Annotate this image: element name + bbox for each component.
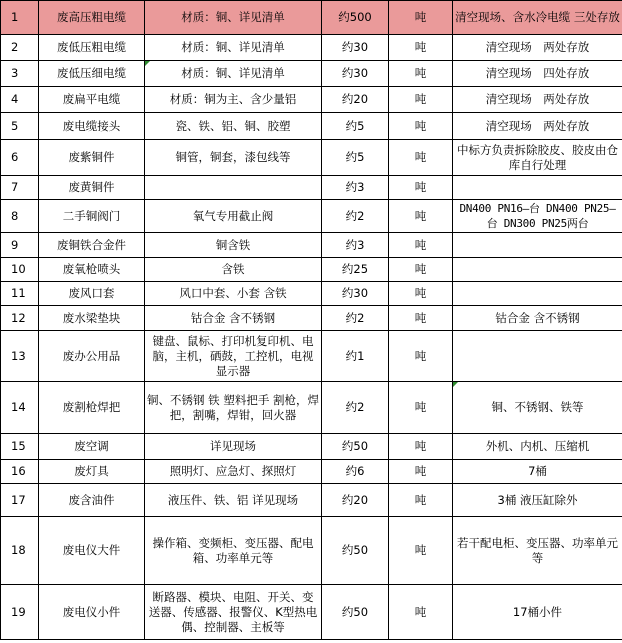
row-number: 6 bbox=[1, 140, 39, 176]
item-name: 废割枪焊把 bbox=[39, 382, 145, 434]
item-material: 钴合金 含不锈钢 bbox=[145, 306, 322, 331]
item-name: 废电缆接头 bbox=[39, 113, 145, 140]
item-unit: 吨 bbox=[389, 382, 453, 434]
item-name: 二手铜阀门 bbox=[39, 200, 145, 233]
item-note: 铜、不锈钢、铁等 bbox=[453, 382, 622, 434]
table-row[interactable] bbox=[1, 87, 622, 113]
item-unit: 吨 bbox=[389, 434, 453, 460]
item-quantity: 约30 bbox=[322, 61, 389, 87]
table-row[interactable] bbox=[1, 585, 622, 640]
row-number: 18 bbox=[1, 517, 39, 585]
row-number: 4 bbox=[1, 87, 39, 113]
row-number: 17 bbox=[1, 484, 39, 517]
item-unit: 吨 bbox=[389, 484, 453, 517]
table-row[interactable] bbox=[1, 306, 622, 331]
item-unit: 吨 bbox=[389, 460, 453, 484]
item-note: 7桶 bbox=[453, 460, 622, 484]
item-note: 中标方负责拆除胶皮、胶皮由仓库自行处理 bbox=[453, 140, 622, 176]
table-row[interactable] bbox=[1, 484, 622, 517]
item-note bbox=[453, 331, 622, 382]
item-unit: 吨 bbox=[389, 113, 453, 140]
row-number: 5 bbox=[1, 113, 39, 140]
item-material: 铜、不锈钢 铁 塑料把手 割枪，焊把，割嘴，焊钳，回火器 bbox=[145, 382, 322, 434]
item-quantity: 约3 bbox=[322, 176, 389, 200]
item-material: 操作箱、变频柜、变压器、配电箱、功率单元等 bbox=[145, 517, 322, 585]
item-material: 照明灯、应急灯、探照灯 bbox=[145, 460, 322, 484]
item-material: 材质：铜、详见清单 bbox=[145, 35, 322, 61]
item-material: 材质：铜、详见清单 bbox=[145, 1, 322, 35]
item-material: 铜管，铜套，漆包线等 bbox=[145, 140, 322, 176]
item-unit: 吨 bbox=[389, 306, 453, 331]
item-unit: 吨 bbox=[389, 35, 453, 61]
item-note bbox=[453, 258, 622, 282]
item-unit: 吨 bbox=[389, 61, 453, 87]
item-name: 废紫铜件 bbox=[39, 140, 145, 176]
item-material: 铜含铁 bbox=[145, 233, 322, 258]
item-material bbox=[145, 176, 322, 200]
item-quantity: 约2 bbox=[322, 382, 389, 434]
item-quantity: 约6 bbox=[322, 460, 389, 484]
item-note: 3桶 液压缸除外 bbox=[453, 484, 622, 517]
item-unit: 吨 bbox=[389, 282, 453, 306]
item-unit: 吨 bbox=[389, 87, 453, 113]
item-note: 钴合金 含不锈钢 bbox=[453, 306, 622, 331]
item-material: 液压件、铁、铝 详见现场 bbox=[145, 484, 322, 517]
item-quantity: 约50 bbox=[322, 585, 389, 640]
item-note bbox=[453, 233, 622, 258]
table-row[interactable] bbox=[1, 382, 622, 434]
item-unit: 吨 bbox=[389, 233, 453, 258]
table-row[interactable] bbox=[1, 434, 622, 460]
item-note: 清空现场 两处存放 bbox=[453, 35, 622, 61]
item-quantity: 约1 bbox=[322, 331, 389, 382]
row-number: 15 bbox=[1, 434, 39, 460]
item-name: 废风口套 bbox=[39, 282, 145, 306]
item-name: 废氧枪喷头 bbox=[39, 258, 145, 282]
row-number: 16 bbox=[1, 460, 39, 484]
item-note bbox=[453, 282, 622, 306]
item-note: 清空现场 四处存放 bbox=[453, 61, 622, 87]
table-row[interactable] bbox=[1, 61, 622, 87]
table-row[interactable] bbox=[1, 113, 622, 140]
item-name: 废高压粗电缆 bbox=[39, 1, 145, 35]
item-quantity: 约25 bbox=[322, 258, 389, 282]
item-material: 键盘、鼠标、打印机复印机、电脑，主机，硒鼓，工控机，电视显示器 bbox=[145, 331, 322, 382]
item-material: 风口中套、小套 含铁 bbox=[145, 282, 322, 306]
item-quantity: 约2 bbox=[322, 306, 389, 331]
item-name: 废低压细电缆 bbox=[39, 61, 145, 87]
item-name: 废铜铁合金件 bbox=[39, 233, 145, 258]
item-unit: 吨 bbox=[389, 585, 453, 640]
row-number: 10 bbox=[1, 258, 39, 282]
item-quantity: 约30 bbox=[322, 282, 389, 306]
table-row[interactable] bbox=[1, 1, 622, 35]
item-material: 断路器、模块、电阻、开关、变送器、传感器、报警仪、K型热电偶、控制器、主板等 bbox=[145, 585, 322, 640]
item-quantity: 约30 bbox=[322, 35, 389, 61]
row-number: 9 bbox=[1, 233, 39, 258]
item-note: 清空现场 两处存放 bbox=[453, 87, 622, 113]
item-material: 含铁 bbox=[145, 258, 322, 282]
table-row[interactable] bbox=[1, 200, 622, 233]
item-name: 废扁平电缆 bbox=[39, 87, 145, 113]
item-name: 废水梁垫块 bbox=[39, 306, 145, 331]
row-number: 1 bbox=[1, 1, 39, 35]
item-unit: 吨 bbox=[389, 517, 453, 585]
table-row[interactable] bbox=[1, 460, 622, 484]
item-note: DN400 PN16—台 DN400 PN25—台 DN300 PN25两台 bbox=[453, 200, 622, 233]
item-material: 瓷、铁、铝、铜、胶塑 bbox=[145, 113, 322, 140]
item-unit: 吨 bbox=[389, 176, 453, 200]
item-name: 废空调 bbox=[39, 434, 145, 460]
item-name: 废低压粗电缆 bbox=[39, 35, 145, 61]
table-row[interactable] bbox=[1, 258, 622, 282]
item-unit: 吨 bbox=[389, 331, 453, 382]
item-name: 废灯具 bbox=[39, 460, 145, 484]
item-unit: 吨 bbox=[389, 200, 453, 233]
item-quantity: 约2 bbox=[322, 200, 389, 233]
table-row[interactable] bbox=[1, 176, 622, 200]
row-number: 7 bbox=[1, 176, 39, 200]
row-number: 3 bbox=[1, 61, 39, 87]
item-material: 氧气专用截止阀 bbox=[145, 200, 322, 233]
item-unit: 吨 bbox=[389, 258, 453, 282]
item-quantity: 约500 bbox=[322, 1, 389, 35]
row-number: 12 bbox=[1, 306, 39, 331]
item-quantity: 约50 bbox=[322, 434, 389, 460]
item-unit: 吨 bbox=[389, 1, 453, 35]
table-row[interactable] bbox=[1, 517, 622, 585]
item-note: 清空现场、含水冷电缆 三处存放 bbox=[453, 1, 622, 35]
item-quantity: 约3 bbox=[322, 233, 389, 258]
item-note: 外机、内机、压缩机 bbox=[453, 434, 622, 460]
item-name: 废办公用品 bbox=[39, 331, 145, 382]
row-number: 19 bbox=[1, 585, 39, 640]
table-row[interactable] bbox=[1, 140, 622, 176]
row-number: 14 bbox=[1, 382, 39, 434]
item-name: 废黄铜件 bbox=[39, 176, 145, 200]
table-row[interactable] bbox=[1, 331, 622, 382]
item-name: 废电仪小件 bbox=[39, 585, 145, 640]
item-material: 材质：铜、详见清单 bbox=[145, 61, 322, 87]
item-name: 废含油件 bbox=[39, 484, 145, 517]
item-note bbox=[453, 176, 622, 200]
item-note: 若干配电柜、变压器、功率单元等 bbox=[453, 517, 622, 585]
item-material: 材质：铜为主、含少量铝 bbox=[145, 87, 322, 113]
row-number: 8 bbox=[1, 200, 39, 233]
table-row[interactable] bbox=[1, 282, 622, 306]
item-unit: 吨 bbox=[389, 140, 453, 176]
item-note: 17桶小件 bbox=[453, 585, 622, 640]
item-quantity: 约20 bbox=[322, 87, 389, 113]
item-note: 清空现场 两处存放 bbox=[453, 113, 622, 140]
item-quantity: 约5 bbox=[322, 140, 389, 176]
table-row[interactable] bbox=[1, 35, 622, 61]
item-name: 废电仪大件 bbox=[39, 517, 145, 585]
item-quantity: 约50 bbox=[322, 517, 389, 585]
table-row[interactable] bbox=[1, 233, 622, 258]
item-material: 详见现场 bbox=[145, 434, 322, 460]
row-number: 11 bbox=[1, 282, 39, 306]
row-number: 2 bbox=[1, 35, 39, 61]
item-quantity: 约20 bbox=[322, 484, 389, 517]
row-number: 13 bbox=[1, 331, 39, 382]
item-quantity: 约5 bbox=[322, 113, 389, 140]
